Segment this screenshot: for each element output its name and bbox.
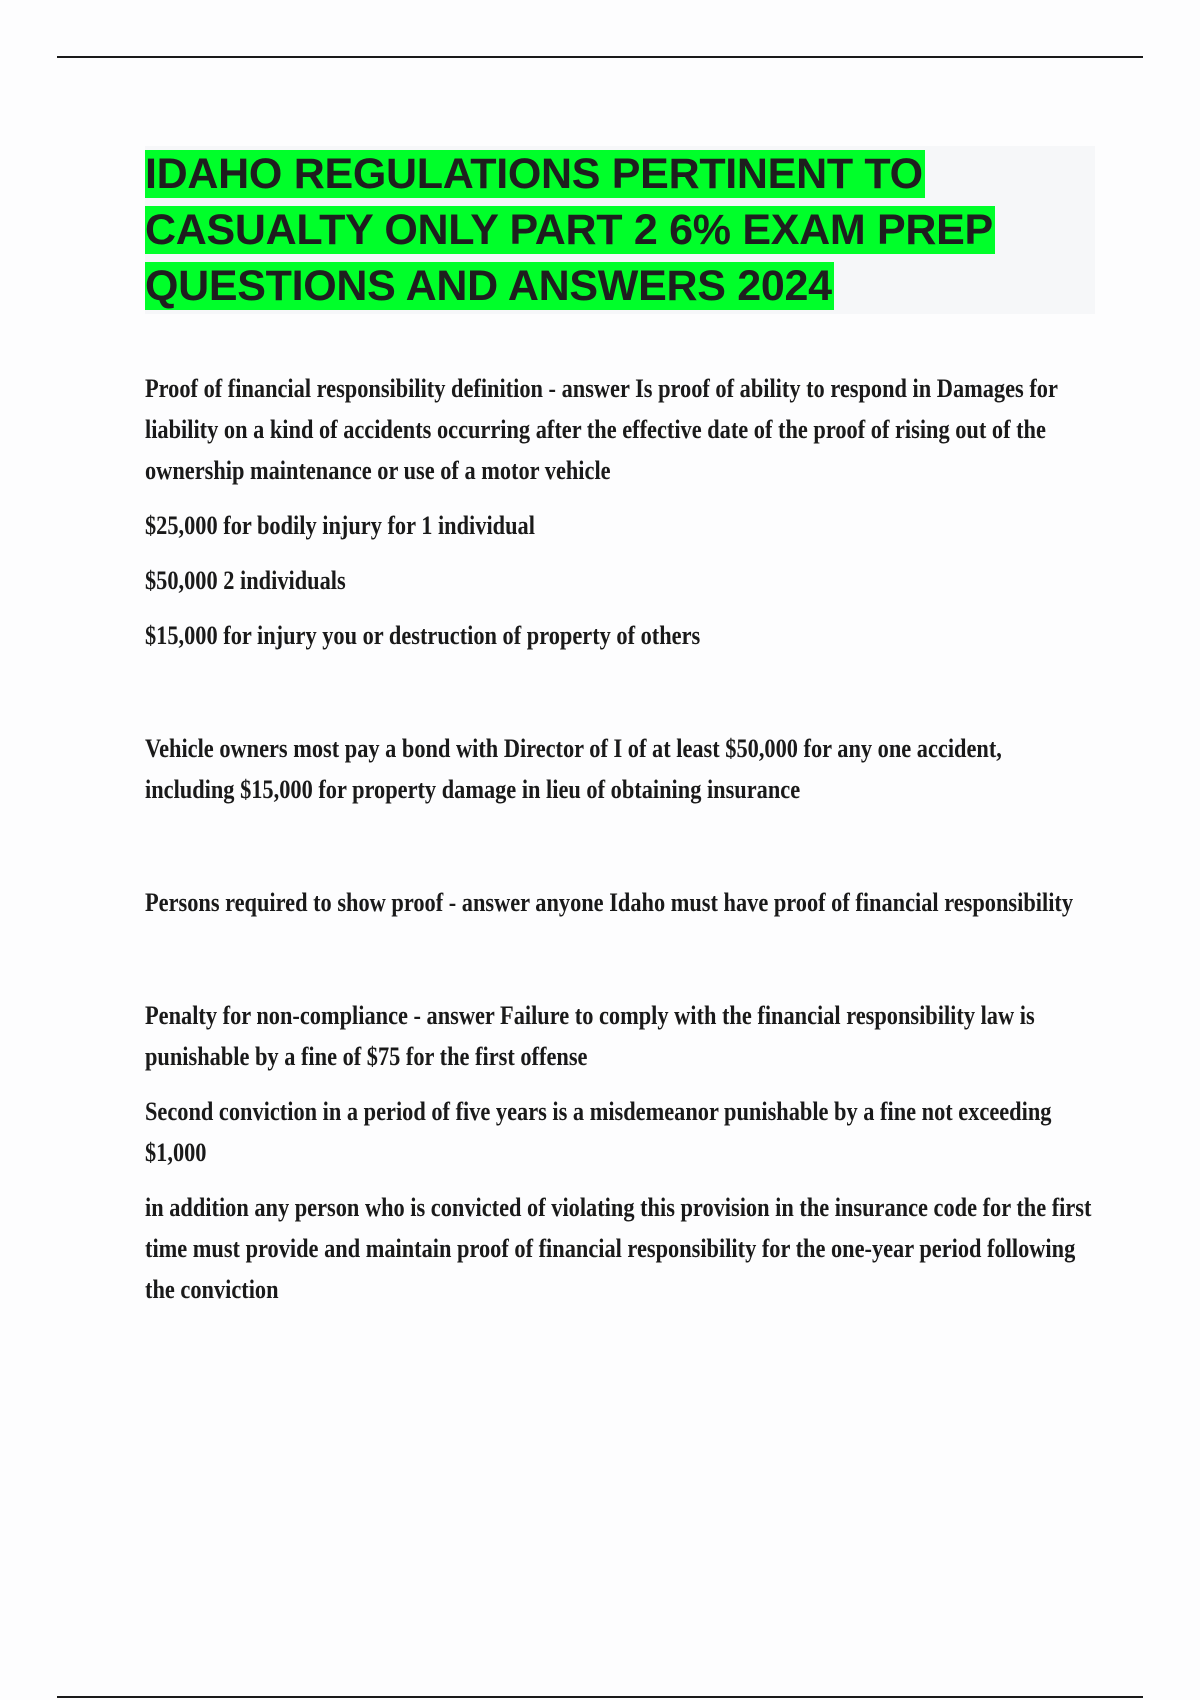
paragraph-persons-required: Persons required to show proof - answer anyone Idaho must have proof of financial responsibility	[145, 888, 1074, 917]
paragraph-property: $15,000 for injury you or destruction of property of others	[145, 621, 701, 650]
top-divider	[57, 56, 1143, 58]
bottom-divider	[57, 1696, 1143, 1698]
title-block	[145, 146, 1095, 314]
paragraph-definition: Proof of financial responsibility definition - answer Is proof of ability to respond in Damages for liability on a kind of accidents occurring after the effective date of the proof of rising out of the ownership maintenance or use of a motor vehicle	[145, 374, 1058, 485]
paragraph-bodily-injury-1: $25,000 for bodily injury for 1 individual	[145, 511, 535, 540]
paragraph-additional: in addition any person who is convicted of violating this provision in the insurance code for the first time must provide and maintain proof of financial responsibility for the one-year period following the conviction	[145, 1193, 1092, 1304]
paragraph-bodily-injury-2: $50,000 2 individuals	[145, 566, 346, 595]
paragraph-bond: Vehicle owners most pay a bond with Director of I of at least $50,000 for any one accident, including $15,000 for property damage in lieu of obtaining insurance	[145, 734, 1002, 804]
title-highlight: IDAHO REGULATIONS PERTINENT TO CASUALTY ONLY PART 2 6% EXAM PREP QUESTIONS AND ANSWERS 2024	[145, 150, 993, 310]
document-title	[145, 146, 1095, 314]
paragraph-second-conviction: Second conviction in a period of five years is a misdemeanor punishable by a fine not exceeding $1,000	[145, 1097, 1052, 1167]
document-body	[145, 368, 1095, 1310]
paragraph-penalty: Penalty for non-compliance - answer Failure to comply with the financial responsibility law is punishable by a fine of $75 for the first offense	[145, 1001, 1035, 1071]
